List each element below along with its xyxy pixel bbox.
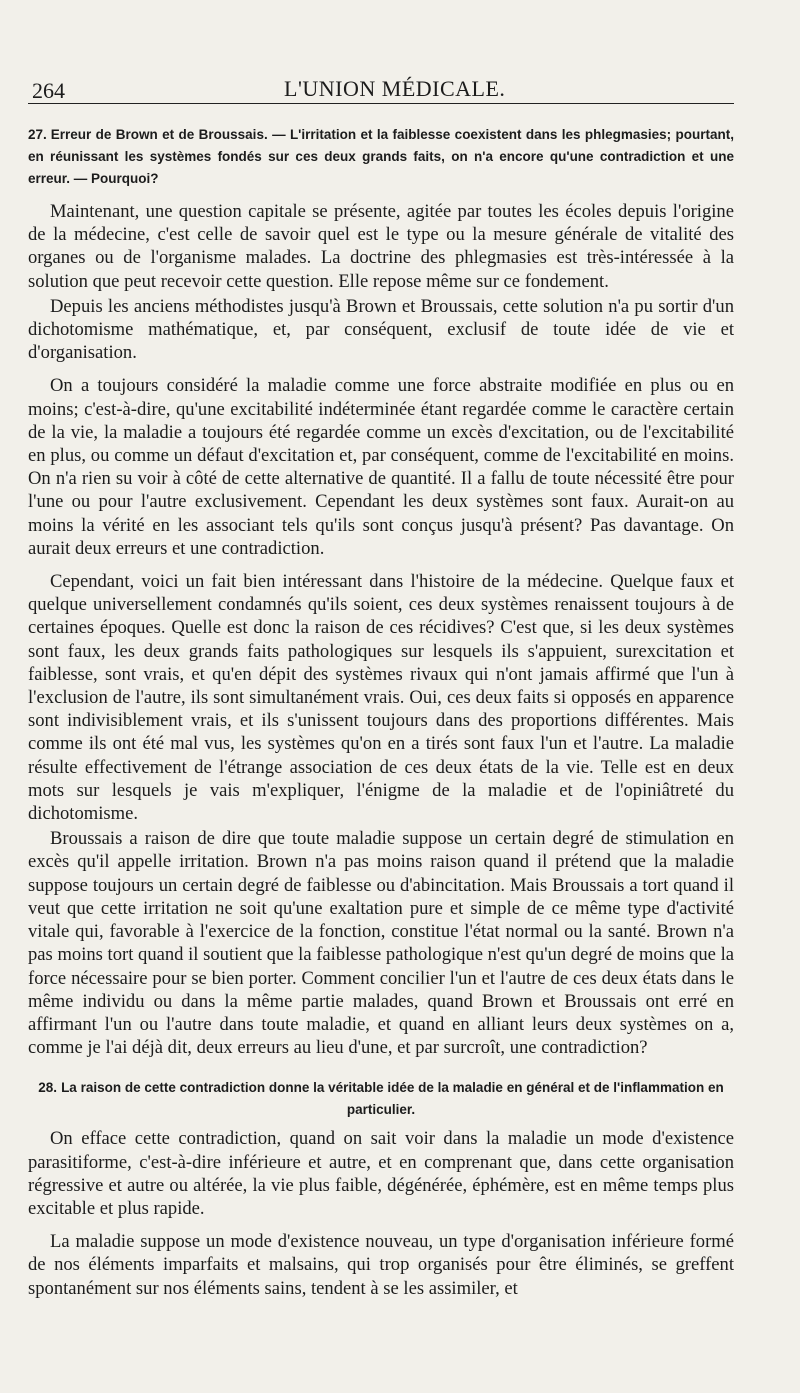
paragraph: Maintenant, une question capitale se présente, agitée par toutes les écoles depuis l'origine de la médecine, c'est celle de savoir quel est le type ou la mesure générale de vitalité des organes ou de l'organisme malades. La doctrine des phlegmasies est très-intéressée à la solution que peut recevoir cette question. Elle repose même sur ce fondement. <box>28 201 734 292</box>
section-number: 28. <box>38 1080 58 1096</box>
section-28 <box>28 1077 734 1299</box>
page-header <box>28 0 734 104</box>
section-heading-text: Erreur de Brown et de Broussais. — L'irritation et la faiblesse coexistent dans les phlegmasies; pourtant, en réunissant les systèmes fondés sur ces deux grands faits, on n'a encore qu'une contradiction et une erreur. — Pourquoi? <box>28 127 734 186</box>
paragraph: Depuis les anciens méthodistes jusqu'à Brown et Broussais, cette solution n'a pu sortir d'un dichotomisme mathématique, et, par conséquent, exclusif de toute idée de vie et d'organisation. <box>28 295 734 364</box>
page-number: 264 <box>32 78 65 103</box>
paragraph: Cependant, voici un fait bien intéressant dans l'histoire de la médecine. Quelque faux et quelque universellement condamnés qu'ils soient, ces deux systèmes renaissent toujours à de certaines époques. Quelle est donc la raison de ces récidives? C'est que, si les deux systèmes sont faux, les deux grands faits pathologiques sur lesquels ils s'appuient, surexcitation et faiblesse, sont vrais, et qu'en dépit des systèmes rivaux qui n'ont jamais affirmé que l'un à l'exclusion de l'autre, ils sont simultanément vrais. Oui, ces deux faits si opposés en apparence sont indivisiblement vrais, et ils s'unissent toujours dans des proportions différentes. Mais comme ils ont été mal vus, les systèmes qu'on en a tirés sont faux l'un et l'autre. La maladie résulte effectivement de l'étrange association de ces deux états de la vie. Telle est en deux mots sur lesquels je vais m'expliquer, l'énigme de la maladie et de l'opiniâtreté du dichotomisme. <box>28 571 734 825</box>
section-heading <box>28 124 734 190</box>
paragraph: On a toujours considéré la maladie comme une force abstraite modifiée en plus ou en moins; c'est-à-dire, qu'une excitabilité indéterminée étant regardée comme le caractère certain de la vie, la maladie a toujours été regardée comme un excès d'excitation, ou de l'excitabilité en plus, ou comme un défaut d'excitation et, par conséquent, comme de l'excitabilité en moins. On n'a rien su voir à côté de cette alternative de quantité. Il a fallu de toute nécessité être pour l'une ou pour l'autre exclusivement. Cependant les deux systèmes sont faux. Aurait-on au moins la vérité en les associant tels qu'ils sont conçus jusqu'à présent? Pas davantage. On aurait deux erreurs et une contradiction. <box>28 375 734 559</box>
section-heading-text: La raison de cette contradiction donne la véritable idée de la maladie en général et de l'inflammation en particulier. <box>61 1080 724 1118</box>
paragraph: Broussais a raison de dire que toute maladie suppose un certain degré de stimulation en excès qu'il appelle irritation. Brown n'a pas moins raison quand il prétend que la maladie suppose toujours un certain degré de faiblesse ou d'abincitation. Mais Broussais a tort quand il veut que cette irritation ne soit qu'une exaltation pure et simple de ce même type d'activité vitale qui, favorable à l'exercice de la fonction, constitue l'état normal ou la santé. Brown n'a pas moins tort quand il soutient que la faiblesse pathologique n'est qu'un degré de moins que la force nécessaire pour se bien porter. Comment concilier l'un et l'autre de ces deux états dans le même individu ou dans la même partie malades, quand Brown et Broussais ont erré en affirmant l'un ou l'autre dans toute maladie, et quand en alliant leurs deux systèmes on a, comme je l'ai déjà dit, deux erreurs au lieu d'une, et par surcroît, une contradiction? <box>28 828 734 1059</box>
paragraph: La maladie suppose un mode d'existence nouveau, un type d'organisation inférieure formé de nos éléments imparfaits et malsains, qui trop organisés pour être éliminés, se greffent spontanément sur nos éléments sains, tendent à se les assimiler, et <box>28 1231 734 1299</box>
section-heading <box>28 1077 734 1121</box>
paragraph: On efface cette contradiction, quand on sait voir dans la maladie un mode d'existence parasitiforme, c'est-à-dire inférieure et autre, et en comprenant que, dans cette organisation régressive et autre ou altérée, la vie plus faible, dégénérée, éphémère, est en même temps plus excitable et plus rapide. <box>28 1128 734 1219</box>
section-27 <box>28 124 734 1059</box>
section-number: 27. <box>28 127 47 142</box>
running-title: L'UNION MÉDICALE. <box>284 76 506 101</box>
